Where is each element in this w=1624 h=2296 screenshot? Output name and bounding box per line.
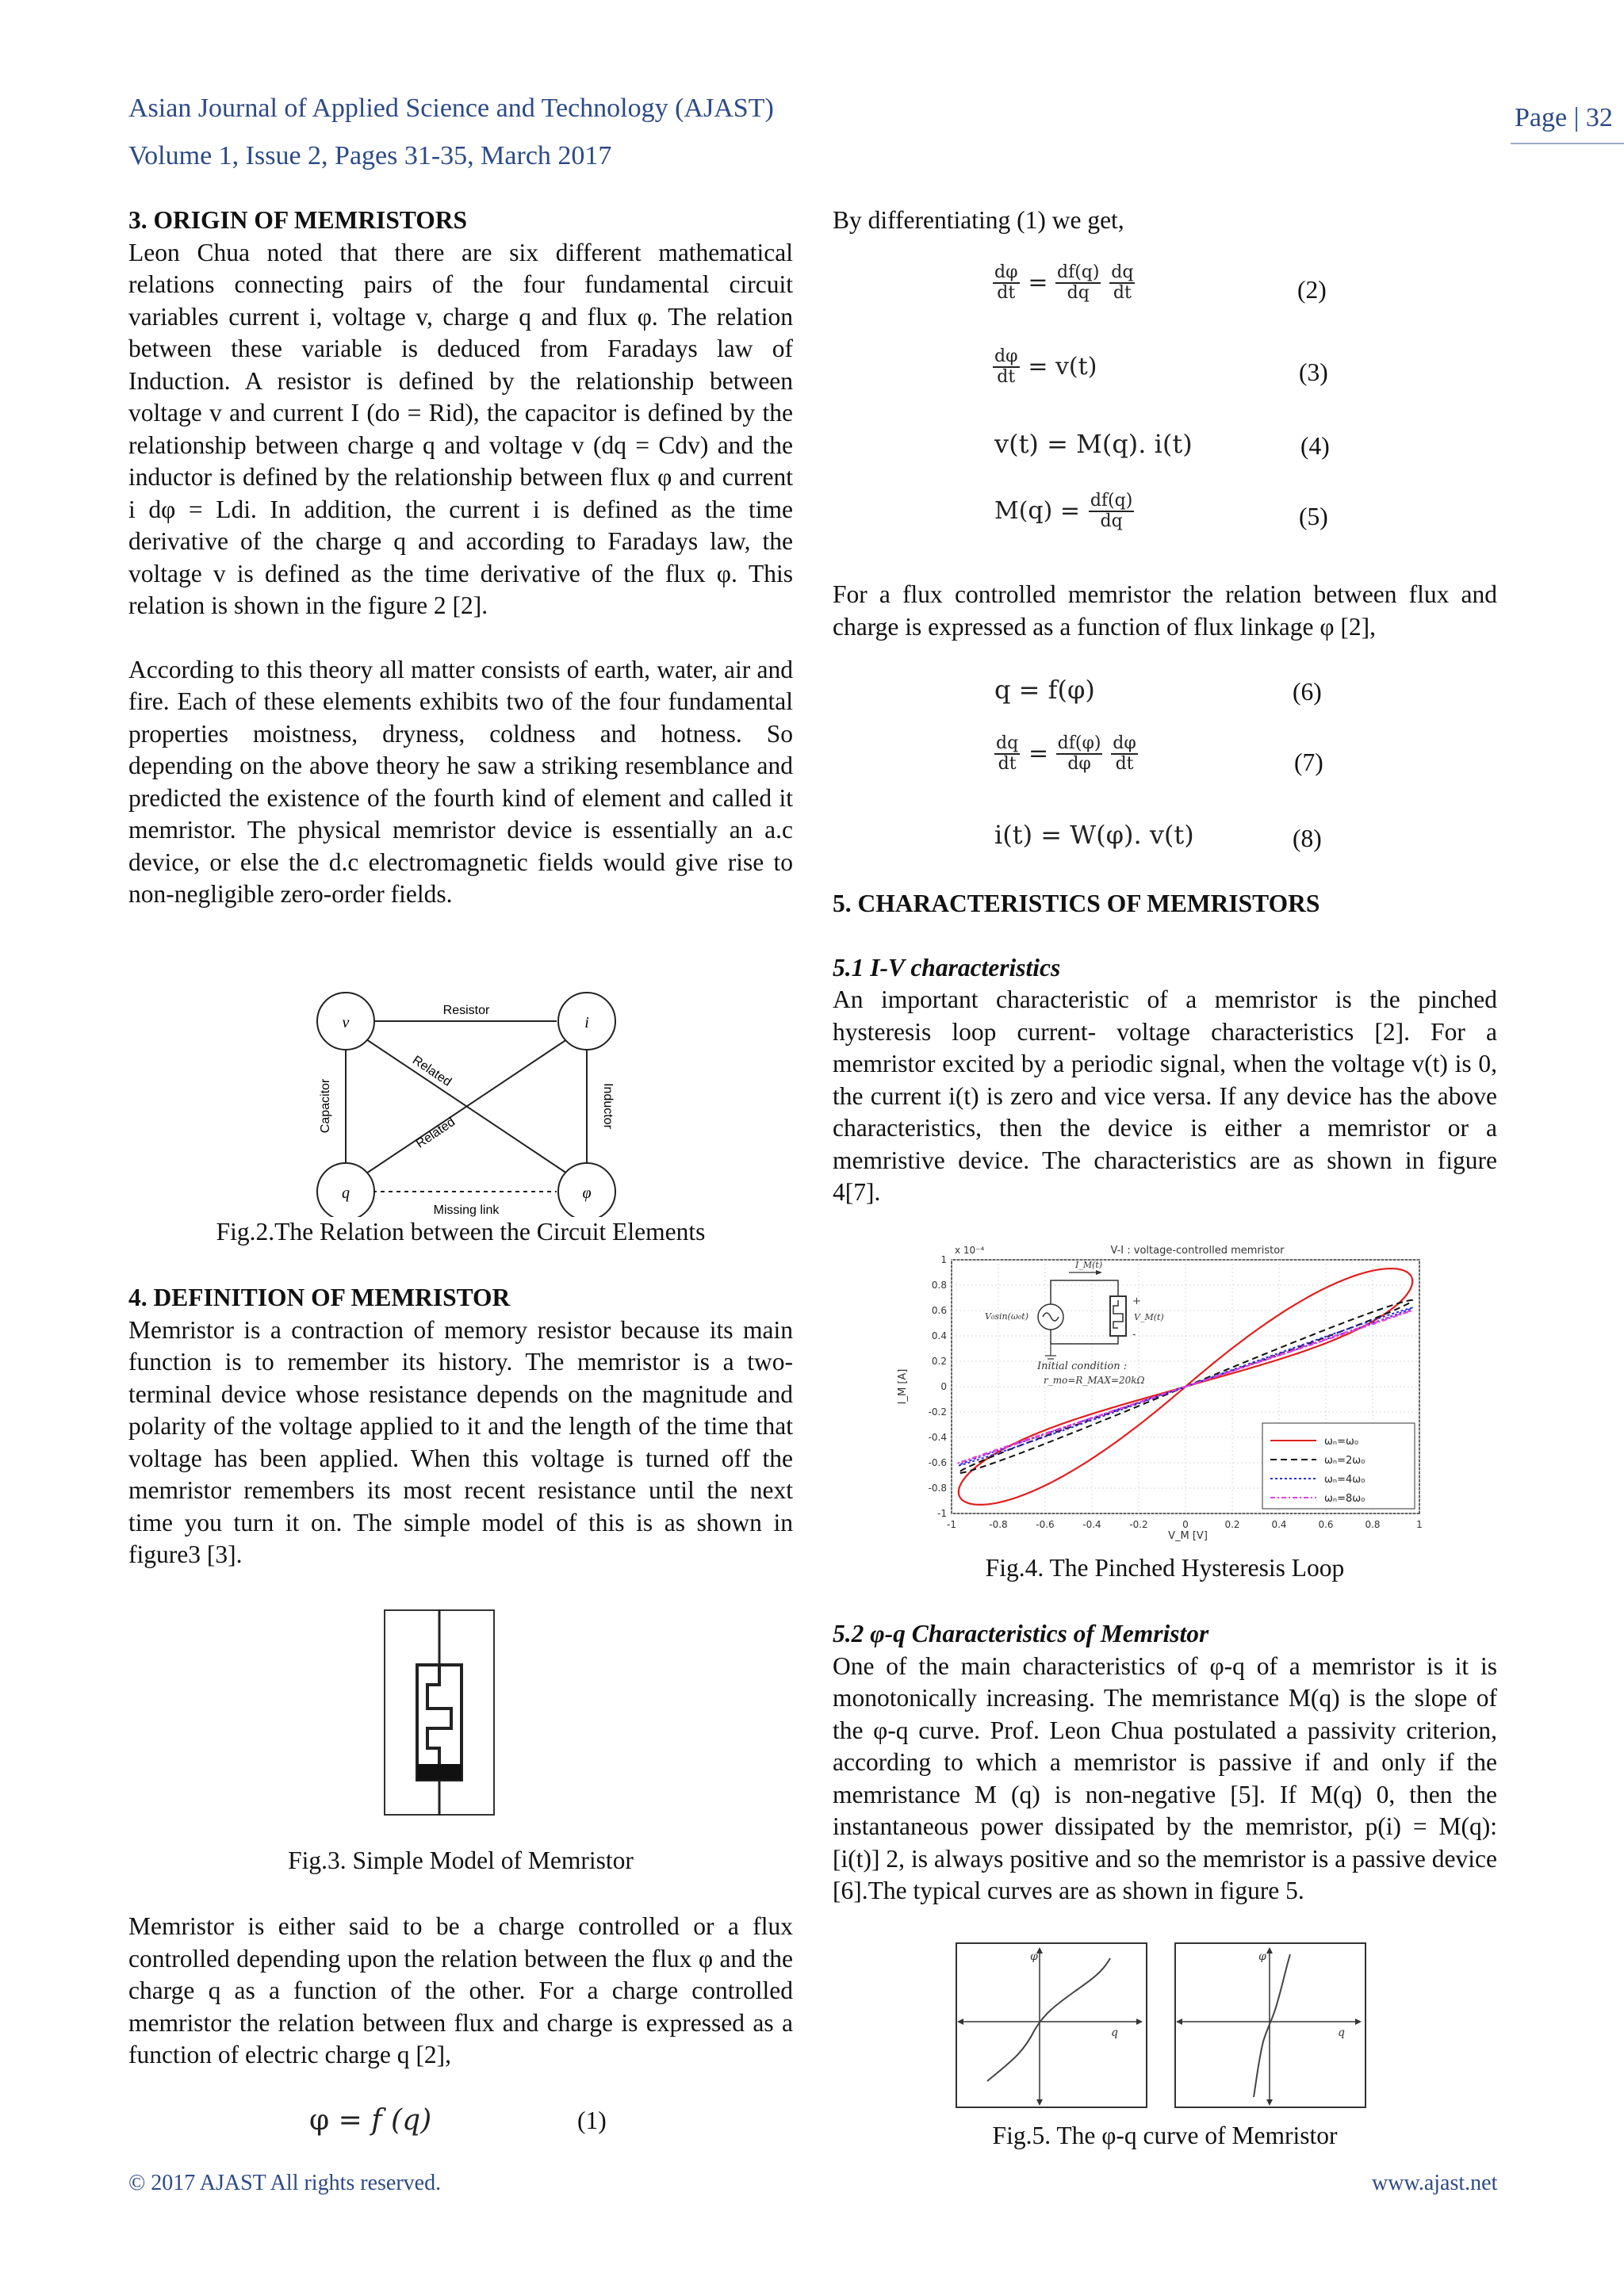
- section-3-title: 3. ORIGIN OF MEMRISTORS: [128, 206, 468, 234]
- x-axis-label: V_M [V]: [1168, 1530, 1208, 1542]
- phi-axis-label-1: φ: [1030, 1950, 1038, 1963]
- volume-info: Volume 1, Issue 2, Pages 31-35, March 2017: [128, 141, 612, 170]
- y-tick-label: 0.2: [931, 1356, 947, 1367]
- y-tick-label: 0.4: [931, 1330, 947, 1341]
- y-tick-label: 0.6: [931, 1305, 947, 1316]
- x-tick-label: 0.4: [1271, 1519, 1287, 1530]
- q-axis-label-1: q: [1111, 2026, 1118, 2039]
- chart-legend: [1262, 1423, 1415, 1509]
- y-tick-label: -0.4: [928, 1432, 947, 1443]
- flux-para: For a flux controlled memristor the relation between flux and charge is expressed as a function of flux linkage φ [2],: [833, 580, 1497, 641]
- related-label-1: Related: [409, 1053, 454, 1089]
- y-tick-label: -1: [937, 1508, 947, 1519]
- x-tick-label: 0.8: [1365, 1519, 1381, 1530]
- section-4: [128, 1282, 793, 1571]
- page-number: Page | 32: [1515, 103, 1613, 132]
- figure-3-caption: Fig.3. Simple Model of Memristor: [288, 1846, 634, 1874]
- figure-5-caption: Fig.5. The φ-q curve of Memristor: [992, 2122, 1338, 2149]
- equation-1: φ = f (q): [309, 2104, 432, 2137]
- current-label: I_M(t): [1075, 1260, 1103, 1270]
- y-tick-label: 0: [940, 1381, 947, 1392]
- equation-2: $\frac{d\varphi}{dt}$ = $\frac{df(q)}{dq}$ $\frac{dq}{dt}$: [994, 262, 1134, 303]
- x-tick-label: -0.4: [1082, 1519, 1101, 1530]
- x-tick-label: 1: [1416, 1519, 1423, 1530]
- capacitor-label: Capacitor: [319, 1078, 332, 1134]
- y-tick-label: 0.8: [931, 1280, 947, 1291]
- section-3-para-2: According to this theory all matter consists of earth, water, air and fire. Each of these elements exhibits two of the four fundamental properties moistness, dryness, coldness and hotness. So depending on the above theory he saw a striking resemblance and predicted the existence of the fourth kind of element and called it memristor. The physical memristor device is essentially an a.c device, or else the d.c electromagnetic fields would give rise to non-negligible zero-order fields.: [128, 655, 793, 908]
- figure-3-memristor-symbol: [384, 1609, 495, 1816]
- legend-label: ωₙ=8ω₀: [1324, 1493, 1365, 1505]
- x-tick-label: 0.2: [1224, 1519, 1240, 1530]
- equation-2-number: (2): [1297, 276, 1327, 304]
- phi-axis-label-2: φ: [1258, 1950, 1266, 1963]
- equation-5: M(q) = $\frac{df(q)}{dq}$: [994, 491, 1133, 531]
- legend-label: ωₙ=4ω₀: [1324, 1474, 1365, 1486]
- y-tick-label: -0.2: [928, 1406, 947, 1418]
- x-tick-label: -0.8: [989, 1519, 1008, 1530]
- equation-8-number: (8): [1293, 825, 1322, 852]
- figure-5-phi-q-curves: [956, 1942, 1368, 2109]
- section-5-title: 5. CHARACTERISTICS OF MEMRISTORS: [833, 890, 1320, 917]
- node-phi-label: φ: [582, 1184, 592, 1202]
- equation-5-number: (5): [1299, 503, 1328, 530]
- legend-label: ωₙ=ω₀: [1324, 1436, 1359, 1448]
- flux-controlled-text: [833, 579, 1497, 643]
- initial-condition-value: r_mo=R_MAX=20kΩ: [1044, 1375, 1145, 1386]
- node-q-label: q: [342, 1184, 350, 1202]
- equation-3-number: (3): [1299, 358, 1328, 386]
- figure-4-caption: Fig.4. The Pinched Hysteresis Loop: [985, 1554, 1345, 1582]
- missing-link-label: Missing link: [433, 1203, 500, 1217]
- initial-condition-label: Initial condition :: [1037, 1360, 1128, 1372]
- section-5-2-para: One of the main characteristics of φ-q of a memristor is it is monotonically increasing. The memristance M(q) is the slope of the φ-q curve. Prof. Leon Chua postulated a passivity criterion, according to which a memristor is passive if and only if the memristance M (q) is non-negative [5]. If M(q) 0, then the instantaneous power dissipated by the memristor, p(i) = M(q):[i(t)] 2, is always positive and so the memristor is a passive device [6].The typical curves are as shown in figure 5.: [833, 1651, 1497, 1904]
- section-3-para-1: Leon Chua noted that there are six different mathematical relations connecting pairs of the four fundamental circuit variables current i, voltage v, charge q and flux φ. The relation between these variable is deduced from Faradays law of Induction. A resistor is defined by the relationship between voltage v and current I (do = Rid), the capacitor is defined by the relationship between charge q and voltage v (dq = Cdv) and the inductor is defined by the relationship between flux φ and current i dφ = Ldi. In addition, the current i is defined as the time derivative of the charge q and according to Faradays law, the voltage v is defined as the time derivative of the flux φ. This relation is shown in the figure 2 [2].: [128, 238, 793, 619]
- section-4-para-2: Memristor is either said to be a charge controlled or a flux controlled depending upon the relation between the flux φ and the charge q as a function of the other. For a charge controlled memristor the relation between flux and charge is expressed as a function of electric charge q [2],: [128, 1912, 793, 2068]
- section-5: [833, 888, 1497, 1209]
- phi-q-plot-1: [956, 1943, 1147, 2107]
- inductor-label: Inductor: [601, 1083, 615, 1129]
- y-tick-label: -0.6: [928, 1457, 947, 1468]
- differentiation-intro: [833, 205, 1497, 237]
- q-axis-label-2: q: [1338, 2026, 1345, 2039]
- section-4-title: 4. DEFINITION OF MEMRISTOR: [128, 1284, 511, 1311]
- section-4-continued: [128, 1911, 793, 2072]
- node-v-label: v: [342, 1014, 350, 1031]
- y-tick-label: 1: [940, 1254, 947, 1265]
- equation-7-number: (7): [1294, 748, 1323, 776]
- legend-label: ωₙ=2ω₀: [1324, 1455, 1365, 1467]
- equation-7: $\frac{dq}{dt}$ = $\frac{df(\varphi)}{d\varphi}$ $\frac{d\varphi}{dt}$: [996, 733, 1136, 774]
- scale-label: x 10⁻⁴: [955, 1245, 985, 1256]
- source-label: V₀sin(ω₀t): [985, 1311, 1028, 1322]
- equation-6: q = f(φ): [994, 675, 1095, 705]
- equation-4: v(t) = M(q). i(t): [994, 429, 1193, 459]
- section-4-para-1: Memristor is a contraction of memory resistor because its main function is to remember its history. The memristor is a two-terminal device whose resistance depends on the magnitude and polarity of the voltage applied to it and the length of the time that voltage has been applied. When this voltage is turned off the memristor remembers its most recent resistance until the next time you turn it on. The simple model of this is as shown in figure3 [3].: [128, 1315, 793, 1568]
- node-i-label: i: [584, 1014, 589, 1031]
- svg-text:+: +: [1132, 1295, 1141, 1307]
- phi-q-plot-2: [1175, 1943, 1365, 2107]
- y-axis-label: I_M [A]: [897, 1368, 909, 1405]
- x-tick-label: 0.6: [1318, 1519, 1334, 1530]
- section-5-1-title: 5.1 I-V characteristics: [833, 953, 1061, 982]
- section-5-1-para: An important characteristic of a memristor is the pinched hysteresis loop current- voltage characteristics [2]. For a memristor excited by a periodic signal, when the voltage v(t) is 0, the current i(t) is zero and vice versa. If any device has the above characteristics, then the device is either a memristor or a memristive device. The characteristics are as shown in figure 4[7].: [833, 985, 1497, 1206]
- section-5-2-title: 5.2 φ-q Characteristics of Memristor: [833, 1620, 1209, 1647]
- equation-4-number: (4): [1300, 432, 1330, 460]
- section-5-2: [833, 1618, 1497, 1908]
- section-3: [128, 205, 793, 911]
- figure-2-diagram: [309, 987, 626, 1217]
- figure-2-caption: Fig.2.The Relation between the Circuit Elements: [216, 1218, 706, 1246]
- footer-copyright: © 2017 AJAST All rights reserved.: [128, 2171, 442, 2195]
- header-rule: [1511, 143, 1624, 144]
- voltage-label: V_M(t): [1134, 1312, 1164, 1322]
- figure-4-chart: [888, 1241, 1435, 1558]
- equation-8: i(t) = W(φ). v(t): [994, 820, 1194, 850]
- chart-title: V-I : voltage-controlled memristor: [1110, 1245, 1285, 1257]
- equation-6-number: (6): [1293, 678, 1322, 706]
- x-tick-label: 0: [1182, 1519, 1189, 1530]
- x-tick-label: -1: [947, 1519, 956, 1530]
- journal-title: Asian Journal of Applied Science and Technology (AJAST): [128, 94, 774, 123]
- x-tick-label: -0.6: [1036, 1519, 1055, 1530]
- footer-url[interactable]: www.ajast.net: [1372, 2171, 1498, 2195]
- equation-3: $\frac{d\varphi}{dt}$ = v(t): [994, 346, 1097, 387]
- x-tick-label: -0.2: [1129, 1519, 1148, 1530]
- intro-text: By differentiating (1) we get,: [833, 206, 1124, 234]
- resistor-label: Resistor: [442, 1004, 490, 1017]
- y-tick-label: -0.8: [928, 1483, 947, 1494]
- related-label-2: Related: [413, 1115, 458, 1151]
- equation-1-number: (1): [577, 2107, 607, 2134]
- svg-text:-: -: [1132, 1329, 1136, 1341]
